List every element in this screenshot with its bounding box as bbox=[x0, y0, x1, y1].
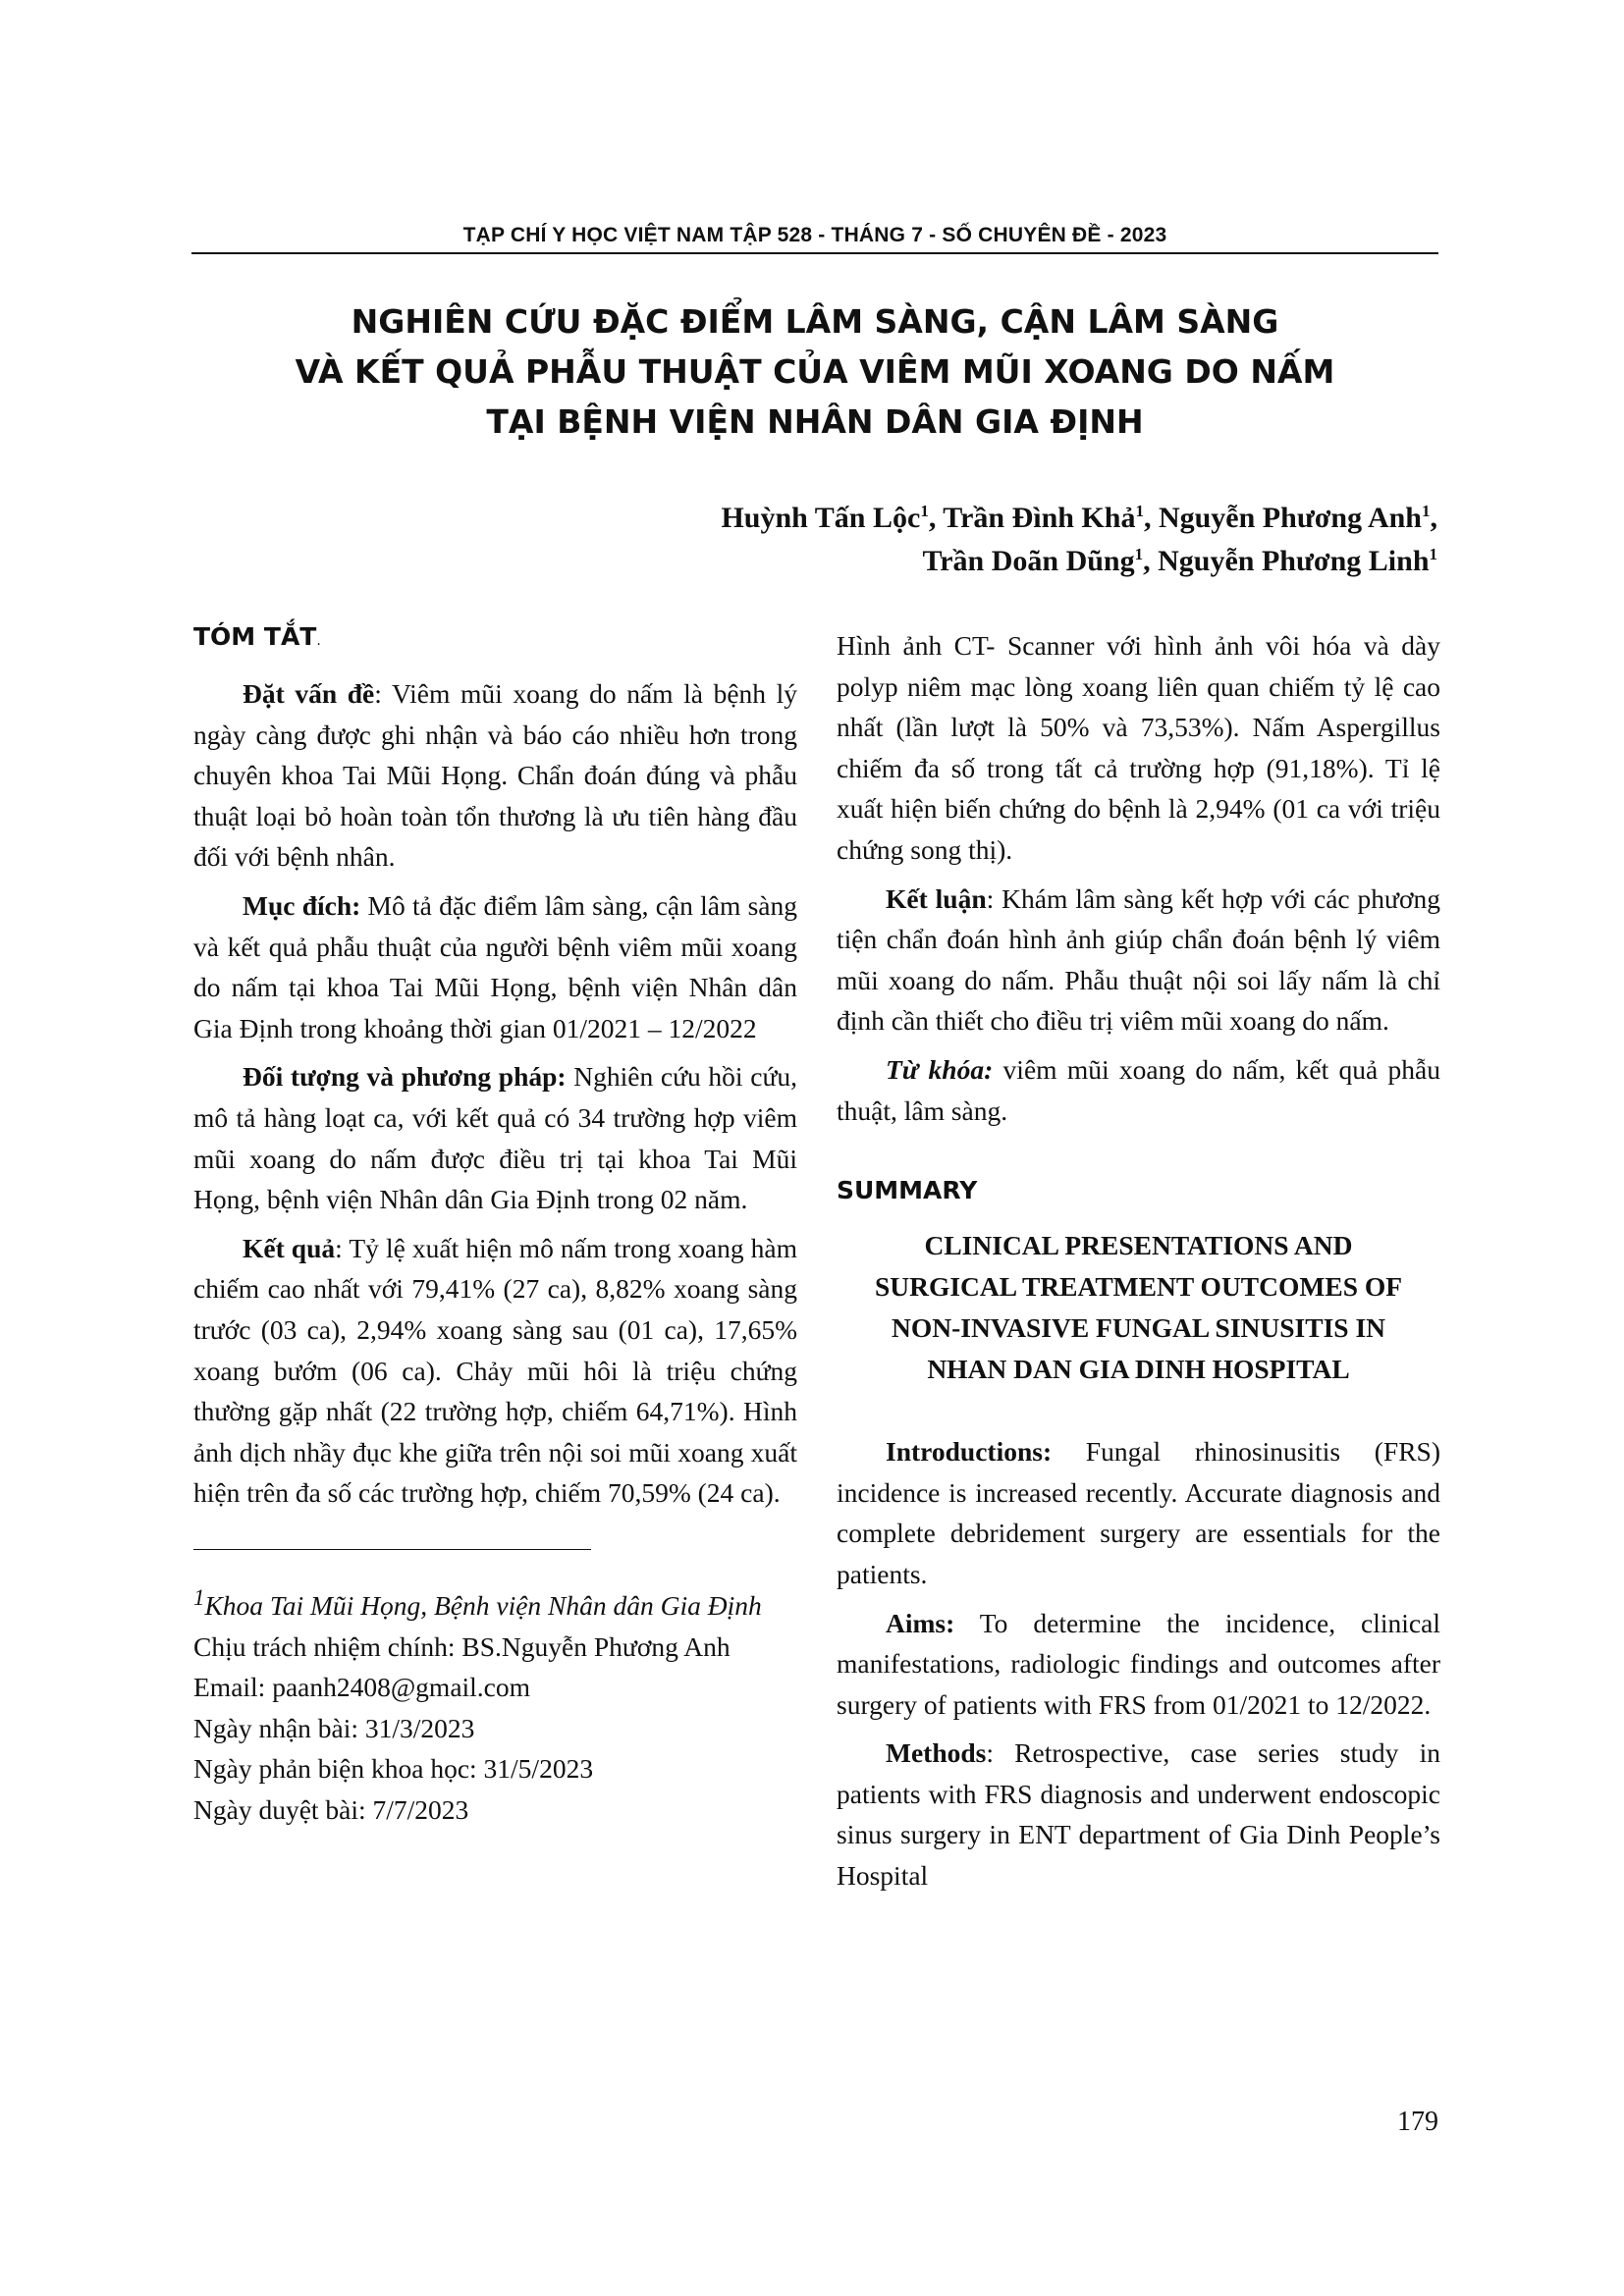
paragraph-label: Kết luận bbox=[886, 882, 987, 914]
summary-title-line: SURGICAL TREATMENT OUTCOMES OF bbox=[874, 1271, 1403, 1303]
author-line bbox=[554, 497, 1437, 540]
author-name: Huỳnh Tấn Lộc bbox=[721, 502, 921, 534]
summary-heading: SUMMARY bbox=[837, 1176, 978, 1205]
header-rule bbox=[191, 252, 1438, 254]
footnote-email: Email: paanh2408@gmail.com bbox=[193, 1672, 531, 1703]
author-separator: , bbox=[928, 502, 944, 534]
footnote-received: Ngày nhận bài: 31/3/2023 bbox=[193, 1712, 475, 1743]
paragraph-label: Đặt vấn đề bbox=[243, 678, 375, 709]
abstract-background bbox=[193, 673, 797, 878]
author-separator: , bbox=[1430, 502, 1437, 534]
abstract-aims bbox=[193, 885, 797, 1048]
footnote-affiliation: $^1$Khoa Tai Mũi Họng, Bệnh viện Nhân dân Gia Định bbox=[193, 1584, 762, 1622]
affiliation-mark: 1 bbox=[1134, 545, 1144, 563]
summary-title-line: NON-INVASIVE FUNGAL SINUSITIS IN bbox=[891, 1312, 1386, 1344]
paragraph-text: Fungal rhinosinusitis (FRS) incidence is increased recently. Accurate diagnosis and complete debridement surgery are essentials for the patients. bbox=[837, 1436, 1440, 1589]
summary-introductions bbox=[837, 1431, 1440, 1594]
affiliation-mark: 1 bbox=[1422, 502, 1431, 520]
paragraph-label: Introductions: bbox=[886, 1436, 1053, 1468]
right-column bbox=[837, 625, 1440, 1896]
author-separator: , bbox=[1143, 502, 1159, 534]
paragraph-text: : Retrospective, case series study in patients with FRS diagnosis and underwent endoscopic sinus surgery in ENT department of Gia Dinh People’s Hospital bbox=[837, 1737, 1440, 1892]
author-name: Nguyễn Phương Linh bbox=[1158, 545, 1430, 577]
paragraph-label: Aims: bbox=[886, 1607, 955, 1638]
affiliation-mark: 1 bbox=[1135, 502, 1144, 520]
title-line: NGHIÊN CỨU ĐẶC ĐIỂM LÂM SÀNG, CẬN LÂM SÀNG bbox=[351, 302, 1279, 341]
abstract-methods bbox=[193, 1056, 797, 1219]
author-list bbox=[554, 497, 1437, 583]
summary-title-line: CLINICAL PRESENTATIONS AND bbox=[924, 1230, 1353, 1261]
author-name: Nguyễn Phương Anh bbox=[1158, 502, 1422, 534]
footnote-accepted: Ngày duyệt bài: 7/7/2023 bbox=[193, 1794, 469, 1825]
abstract-heading: TÓM TẮT. bbox=[193, 622, 321, 651]
author-name: Trần Đình Khả bbox=[943, 502, 1136, 534]
title-line: TẠI BỆNH VIỆN NHÂN DÂN GIA ĐỊNH bbox=[486, 402, 1144, 441]
paragraph-text: viêm mũi xoang do nấm, kết quả phẫu thuật, lâm sàng. bbox=[837, 1053, 1440, 1126]
title-line: VÀ KẾT QUẢ PHẪU THUẬT CỦA VIÊM MŨI XOANG DO NẤM bbox=[295, 352, 1335, 391]
footnote-rule bbox=[193, 1549, 591, 1550]
paragraph-text: : Viêm mũi xoang do nấm là bệnh lý ngày càng được ghi nhận và báo cáo nhiều hơn trong chuyên khoa Tai Mũi Họng. Chẩn đoán đúng và phẫu thuật loại bỏ hoàn toàn tổn thương là ưu tiên hàng đầu đối với bệnh nhân. bbox=[193, 678, 797, 873]
page-number: 179 bbox=[1397, 2107, 1438, 2137]
paragraph-text: Nghiên cứu hồi cứu, mô tả hàng loạt ca, với kết quả có 34 trường hợp viêm mũi xoang do nấm được điều trị tại khoa Tai Mũi Họng, bệnh viện Nhân dân Gia Định trong 02 năm. bbox=[193, 1061, 797, 1215]
author-separator: , bbox=[1143, 545, 1159, 577]
affiliation-mark: 1 bbox=[920, 502, 929, 520]
summary-methods bbox=[837, 1733, 1440, 1896]
abstract-results-continued: Hình ảnh CT- Scanner với hình ảnh vôi hóa và dày polyp niêm mạc lòng xoang liên quan chiếm tỷ lệ cao nhất (lần lượt là 50% và 73,53%). Nấm Aspergillus chiếm đa số trong tất cả trường hợp (91,18%). Tỉ lệ xuất hiện biến chứng do bệnh là 2,94% (01 ca với triệu chứng song thị). bbox=[837, 630, 1440, 865]
footnote-reviewed: Ngày phản biện khoa học: 31/5/2023 bbox=[193, 1753, 594, 1785]
running-head: TẠP CHÍ Y HỌC VIỆT NAM TẬP 528 - THÁNG 7 - SỐ CHUYÊN ĐỀ - 2023 bbox=[462, 224, 1167, 246]
paragraph-label: Từ khóa: bbox=[886, 1053, 994, 1085]
abstract-results bbox=[193, 1228, 797, 1514]
footnote bbox=[193, 1577, 797, 1831]
paragraph-label: Kết quả bbox=[243, 1232, 336, 1263]
paragraph-text: Mô tả đặc điểm lâm sàng, cận lâm sàng và kết quả phẫu thuật của người bệnh viêm mũi xoang do nấm tại khoa Tai Mũi Họng, bệnh viện Nhân dân Gia Định trong khoảng thời gian 01/2021 – 12/2022 bbox=[193, 889, 797, 1043]
abstract-conclusion bbox=[837, 879, 1440, 1041]
summary-title bbox=[837, 1225, 1440, 1390]
author-name: Trần Doãn Dũng bbox=[922, 545, 1135, 577]
paragraph-label: Mục đích: bbox=[243, 889, 361, 921]
paragraph-text: : Tỷ lệ xuất hiện mô nấm trong xoang hàm chiếm cao nhất với 79,41% (27 ca), 8,82% xoang sàng trước (03 ca), 2,94% xoang sàng sau (01 ca), 17,65% xoang bướm (06 ca). Chảy mũi hôi là triệu chứng thường gặp nhất (22 trường hợp, chiếm 64,71%). Hình ảnh dịch nhầy đục khe giữa trên nội soi mũi xoang xuất hiện trên đa số các trường hợp, chiếm 70,59% (24 ca). bbox=[193, 1232, 797, 1509]
paragraph-label: Methods bbox=[886, 1737, 987, 1769]
left-column bbox=[193, 620, 797, 1831]
article-title bbox=[191, 296, 1438, 447]
paragraph-label: Đối tượng và phương pháp: bbox=[243, 1061, 567, 1093]
author-line bbox=[554, 540, 1437, 583]
summary-aims bbox=[837, 1603, 1440, 1726]
heading-dot: . bbox=[316, 633, 321, 649]
paragraph-text: : Khám lâm sàng kết hợp với các phương tiện chẩn đoán hình ảnh giúp chẩn đoán bệnh lý viêm mũi xoang do nấm. Phẫu thuật nội soi lấy nấm là chỉ định cần thiết cho điều trị viêm mũi xoang do nấm. bbox=[837, 882, 1440, 1037]
abstract-keywords bbox=[837, 1049, 1440, 1131]
summary-title-line: NHAN DAN GIA DINH HOSPITAL bbox=[927, 1354, 1350, 1385]
paragraph-text: To determine the incidence, clinical manifestations, radiologic findings and outcomes after surgery of patients with FRS from 01/2021 to 12/2022. bbox=[837, 1607, 1440, 1720]
footnote-corresponding: Chịu trách nhiệm chính: BS.Nguyễn Phương Anh bbox=[193, 1630, 731, 1662]
affiliation-mark: 1 bbox=[1429, 545, 1437, 563]
